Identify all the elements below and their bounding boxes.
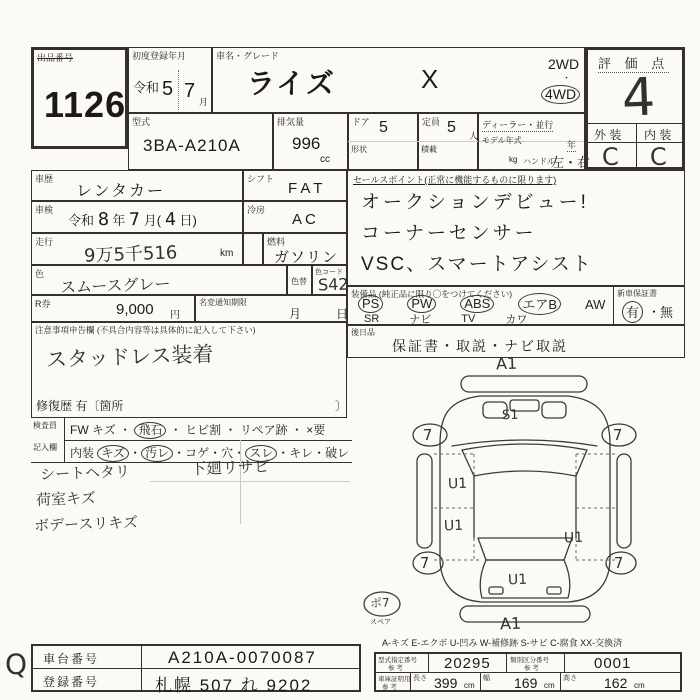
displacement-value: 996 bbox=[292, 134, 321, 153]
class-number-label: 類別区分番号 bbox=[510, 657, 549, 664]
footer-right-table bbox=[374, 652, 682, 692]
color-label: 色 bbox=[35, 269, 45, 279]
reg-year: 5 bbox=[162, 78, 174, 100]
damage-mark-tailgate: U1 bbox=[507, 571, 528, 589]
chassis-number: A210A-0070087 bbox=[168, 648, 317, 667]
reg-month: 7 bbox=[184, 80, 196, 102]
warranty-cell bbox=[613, 286, 685, 325]
interior-grade: C bbox=[649, 142, 668, 172]
sales-point-box bbox=[347, 170, 685, 286]
name-change-month: 月 bbox=[289, 307, 302, 321]
inspector-label-1: 検査員 bbox=[33, 421, 57, 430]
color-code-value: S42 bbox=[317, 274, 349, 295]
length-value: 399 bbox=[434, 675, 458, 691]
history-label: 車歴 bbox=[35, 174, 54, 184]
divider bbox=[141, 646, 142, 690]
dot: ・ bbox=[562, 73, 572, 83]
handle-value: 左・右 bbox=[551, 155, 591, 170]
wheel-mark-rear-left: 7 bbox=[419, 553, 430, 573]
load-unit: kg bbox=[509, 155, 518, 164]
model-year-unit: 年 bbox=[567, 140, 577, 150]
divider bbox=[33, 668, 359, 669]
divider bbox=[588, 123, 682, 124]
cm-unit: cm bbox=[634, 681, 645, 690]
later-items-label: 後日品 bbox=[351, 328, 375, 337]
shift-cell bbox=[243, 170, 347, 201]
footer-left-table bbox=[31, 644, 361, 695]
color-code-cell bbox=[312, 265, 347, 295]
exterior-label: 外 装 bbox=[594, 128, 622, 142]
car-grade: X bbox=[421, 64, 439, 94]
score-value: 4 bbox=[620, 67, 657, 129]
displacement-cell bbox=[273, 113, 348, 170]
ref-label: 参 考 bbox=[388, 665, 403, 672]
divider bbox=[64, 440, 352, 441]
type-approval-label: 型式指定番号 bbox=[378, 657, 417, 664]
damage-mark-hood: S1 bbox=[501, 407, 519, 424]
first-registration-cell bbox=[128, 47, 212, 113]
inspector-interior-row: 内装 キズ ・ 汚レ ・コゲ・穴・ スレ ・キレ・破レ bbox=[70, 446, 350, 460]
cm-unit: cm bbox=[544, 681, 555, 690]
equipment-row-1: PS PW ABS エアB AW bbox=[358, 296, 605, 312]
registration-number-label: 登録番号 bbox=[43, 675, 100, 689]
wheel-mark-rear-right: 7 bbox=[613, 553, 624, 573]
inspector-label-2: 記入欄 bbox=[33, 443, 57, 452]
divider bbox=[428, 654, 429, 672]
model-code: 3BA-A210A bbox=[143, 136, 241, 155]
wheel-mark-front-right: 7 bbox=[612, 425, 623, 445]
model-year-label: モデル年式 bbox=[482, 136, 522, 145]
sales-point-label: セールスポイント(正常に機能するものに限ります) bbox=[353, 175, 557, 185]
score-label: 評 価 点 bbox=[598, 53, 669, 73]
ref-label: 参 考 bbox=[524, 665, 539, 672]
warranty-sep: ・ bbox=[648, 305, 661, 319]
type-approval-number: 20295 bbox=[444, 655, 491, 672]
blank-cell bbox=[243, 233, 263, 265]
color-change-label: 色替 bbox=[291, 277, 307, 286]
mileage-label: 走行 bbox=[35, 237, 54, 247]
width-value: 169 bbox=[514, 675, 538, 691]
notes-handwritten: スタッドレス装着 bbox=[45, 342, 214, 372]
divider bbox=[178, 70, 179, 110]
color-change-cell bbox=[287, 265, 312, 295]
height-label: 高さ bbox=[563, 675, 577, 682]
ref-label: 参 考 bbox=[382, 684, 397, 691]
front-bumper bbox=[461, 376, 587, 392]
history-value: レンタカー bbox=[76, 183, 165, 200]
score-box bbox=[585, 47, 685, 170]
warranty-label: 新車保証書 bbox=[617, 289, 657, 298]
lot-number: 1126 bbox=[44, 84, 127, 125]
sales-line: コーナーセンサー bbox=[361, 223, 537, 244]
hand-note: 荷室キズ bbox=[35, 488, 97, 510]
capacity-label: 定員 bbox=[422, 117, 441, 127]
ac-label: 冷房 bbox=[247, 205, 266, 215]
color-value: スムースグレー bbox=[59, 274, 171, 297]
divider bbox=[506, 654, 507, 672]
length-label: 長さ bbox=[413, 675, 427, 682]
divider bbox=[560, 672, 561, 692]
chassis-number-label: 車台番号 bbox=[43, 652, 100, 666]
lot-label: 出品番号 bbox=[37, 53, 74, 63]
handle-label: ハンドル bbox=[523, 157, 555, 166]
dealer-cell bbox=[478, 113, 591, 170]
displacement-unit: cc bbox=[320, 154, 330, 165]
notes-box bbox=[31, 322, 347, 418]
class-number: 0001 bbox=[594, 655, 632, 672]
dealer-label: ディーラー・並行 bbox=[482, 120, 554, 130]
ruled-line bbox=[150, 481, 350, 482]
r-ticket-value: 9,000 bbox=[116, 301, 154, 318]
hand-note: ボデースリキズ bbox=[33, 513, 139, 535]
capacity-value: 5 bbox=[447, 119, 456, 136]
notes-label: 注意事項申告欄 (不具合内容等は具体的に記入して下さい) bbox=[35, 325, 256, 335]
ac-cell bbox=[243, 201, 347, 233]
capacity-unit: 人 bbox=[469, 131, 479, 141]
load-label: 積載 bbox=[421, 145, 437, 154]
shift-label: シフト bbox=[247, 174, 275, 184]
month-unit: 月 bbox=[199, 97, 209, 107]
mileage-unit: km bbox=[220, 248, 234, 259]
name-change-day: 日 bbox=[336, 307, 349, 321]
2wd-label: 2WD bbox=[548, 56, 580, 72]
car-diagram bbox=[348, 358, 681, 645]
left-sill bbox=[417, 454, 432, 548]
divider bbox=[564, 654, 565, 672]
warranty-no: 無 bbox=[660, 305, 674, 320]
inspection-cell bbox=[31, 201, 243, 233]
warranty-yes-circled: 有 bbox=[622, 301, 643, 323]
hand-note: シートヘタリ bbox=[39, 462, 131, 484]
color-cell bbox=[31, 265, 287, 295]
name-change-label: 名変通知期限 bbox=[199, 298, 247, 307]
r-ticket-cell bbox=[31, 295, 195, 322]
displacement-label: 排気量 bbox=[277, 117, 305, 127]
registration-number: 札幌 507 れ 9202 bbox=[155, 676, 313, 695]
repair-history-label: 修復歴 有〔箇所 bbox=[36, 399, 124, 413]
lot-number-box bbox=[31, 47, 128, 149]
inspector-fw-row: FW キズ ・ 飛石 ・ ヒビ割 ・ リペア跡 ・ ×要 bbox=[70, 423, 326, 437]
doors-value: 5 bbox=[379, 119, 388, 136]
sales-line: オークションデビュー! bbox=[361, 192, 589, 213]
exterior-grade: C bbox=[601, 142, 620, 172]
equipment-label: 装備品 (純正品に限り〇をつけてください) bbox=[351, 289, 513, 299]
width-label: 幅 bbox=[483, 675, 490, 682]
fuel-value: ガソリン bbox=[274, 249, 339, 266]
height-value: 162 bbox=[604, 675, 628, 691]
fuel-label: 燃料 bbox=[267, 237, 286, 247]
shape-label: 形状 bbox=[351, 145, 367, 154]
fuel-cell bbox=[263, 233, 347, 265]
r-ticket-unit: 円 bbox=[170, 310, 180, 321]
first-registration-label: 初度登録年月 bbox=[132, 51, 187, 61]
model-code-cell bbox=[128, 113, 273, 170]
spare-tire-mark: ポ7 bbox=[369, 595, 390, 611]
4wd-circled: 4WD bbox=[541, 85, 580, 104]
later-items-value: 保証書・取説・ナビ取説 bbox=[392, 338, 568, 354]
shift-value: FAT bbox=[288, 180, 327, 197]
mileage-value: 9万5千516 bbox=[83, 242, 178, 267]
history-cell bbox=[31, 170, 243, 201]
repair-history-close: 〕 bbox=[335, 399, 348, 413]
ruled-line bbox=[240, 440, 241, 524]
right-sill bbox=[617, 454, 631, 548]
color-code-label: 色コード bbox=[315, 269, 343, 276]
name-change-cell bbox=[195, 295, 347, 322]
divider bbox=[636, 123, 637, 167]
model-label: 型式 bbox=[132, 117, 151, 127]
interior-label: 内 装 bbox=[644, 128, 672, 142]
mileage-cell bbox=[31, 233, 243, 265]
spare-tire-label: スペア bbox=[370, 619, 391, 626]
divider bbox=[480, 672, 481, 692]
doors-label: ドア bbox=[352, 117, 370, 127]
sales-line: VSC、スマートアシスト bbox=[361, 254, 593, 275]
damage-mark-rear-bumper: A1 bbox=[499, 613, 522, 634]
damage-legend: A-キズ E-エクボ U-凹み W-補修跡 S-サビ C-腐食 XX-交換済 bbox=[382, 638, 623, 648]
damage-mark-front-bumper: A1 bbox=[495, 353, 518, 374]
wheel-mark-front-left: 7 bbox=[422, 425, 433, 445]
inspection-value: 令和 8 年 7 月( 4 日) bbox=[68, 209, 197, 231]
name-grade-label: 車名・グレード bbox=[216, 51, 280, 61]
r-ticket-label: R券 bbox=[35, 299, 51, 309]
inspection-label: 車検 bbox=[35, 205, 54, 215]
damage-mark-left-rear-door: U1 bbox=[443, 517, 464, 535]
garage-cert-label: 車庫証明用 bbox=[378, 676, 411, 683]
damage-mark-left-front-door: U1 bbox=[447, 475, 468, 493]
corner-hand-mark: Q bbox=[4, 647, 28, 682]
era-label: 令和 bbox=[133, 80, 160, 95]
car-name: ライズ bbox=[247, 68, 336, 99]
cm-unit: cm bbox=[464, 681, 475, 690]
ac-value: AC bbox=[292, 211, 319, 228]
damage-mark-right-rear-door: U1 bbox=[563, 529, 584, 547]
equipment-row-2: SR ナビ TV カワ bbox=[364, 312, 528, 326]
hand-note: 下廻リサビ bbox=[189, 456, 271, 479]
name-grade-cell bbox=[212, 47, 585, 113]
rear-bumper bbox=[460, 606, 590, 622]
